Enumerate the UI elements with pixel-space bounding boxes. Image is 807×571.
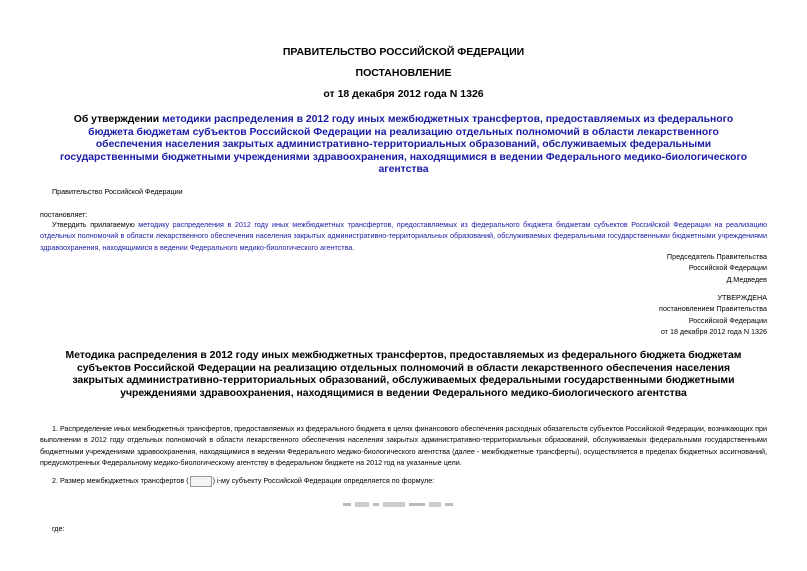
approve-link[interactable]: методику распределения в 2012 году иных межбюджетных трансфертов, предоставляемых из федерального бюджета бюджетам субъектов Российской Федерации на реализацию отдельных полномочий в области лекарственного обеспечения населения закрытых административно-территориальных образований, обслуживаемых федеральными государственными бюджетными учреждениями здравоохранения, находящимися в ведении Федерального медико-биологического агентства. [40,220,767,252]
approve-prefix: Утвердить прилагаемую [52,220,139,229]
para2-prefix: 2. Размер межбюджетных трансфертов ( [52,476,189,485]
approval-block [659,292,767,338]
approval-country: Российской Федерации [688,315,767,325]
approval-date: от 18 декабря 2012 года N 1326 [660,327,767,337]
signature-position: Председатель Правительства [666,252,767,261]
method-title: Методика распределения в 2012 году иных межбюджетных трансфертов, предоставляемых из федерального бюджета бюджетам субъектов Российской Федерации на реализацию отдельных полномочий в области лекарственного обеспечения населения закрытых административно-территориальных образований, обслуживаемых федеральными государственными бюджетными учреждениями здравоохранения, находящимися в ведении Федерального медико-биологического агентства [65,350,742,399]
doc-type: ПОСТАНОВЛЕНИЕ [355,67,452,79]
issuer: Правительство Российской Федерации [52,187,183,196]
title-prefix: Об утверждении [73,114,163,125]
where-label: где: [52,524,65,533]
para2-suffix: ) i-му субъекту Российской Федерации определяется по формуле: [212,476,435,485]
approval-by: постановлением Правительства [659,304,767,314]
title-link[interactable]: методики распределения в 2012 году иных межбюджетных трансфертов, предоставляемых из федерального бюджета бюджетам субъектов Российской Федерации на реализацию отдельных полномочий в области лекарственного обеспечения населения закрытых административно-территориальных образований, обслуживаемых федеральными государственными бюджетными учреждениями здравоохранения, находящимися в ведении Федерального медико-биологического агентства [59,114,748,175]
approve-paragraph [40,219,767,253]
doc-date: от 18 декабря 2012 года N 1326 [323,88,484,100]
government-header: ПРАВИТЕЛЬСТВО РОССИЙСКОЙ ФЕДЕРАЦИИ [282,46,525,58]
signature-country: Российской Федерации [688,263,767,273]
method-paragraph-1: 1. Распределение иных межбюджетных трансфертов, предоставляемых из федерального бюджета в целях финансового обеспечения расходных обязательств субъектов Российской Федерации, возникающих при выполнении в 2012 году отдельных полномочий в области лекарственного обеспечения населения закрытых административно-территориальных образований, обслуживаемых федеральными государственными бюджетными учреждениями здравоохранения, находящимися в ведении Федерального медико-биологического агентства (далее - межбюджетные трансферты), осуществляется в пределах бюджетных ассигнований, предусмотренных Федеральному медико-биологическому агентству в федеральном бюджете на 2012 год на указанные цели. [40,424,767,468]
decides: постановляет: [40,210,88,219]
formula-image [343,500,455,509]
signature-name: Д.Медведев [726,274,767,284]
formula-variable-image [190,476,212,487]
doc-title [58,114,749,177]
approval-approved: УТВЕРЖДЕНА [717,293,767,302]
method-paragraph-2 [52,475,434,487]
signature-block [667,251,767,285]
